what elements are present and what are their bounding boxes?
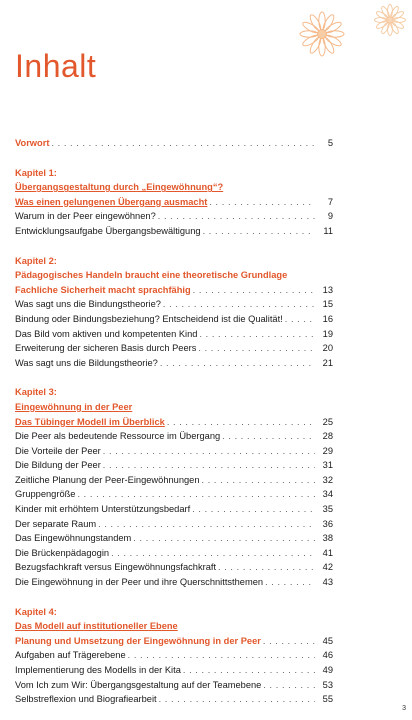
toc-entry[interactable]: Die Brückenpädagogin . . . 41 — [15, 546, 333, 561]
chapter-3-title: Eingewöhnung in der Peer — [15, 401, 133, 412]
table-of-contents — [15, 136, 333, 707]
toc-entry[interactable]: Planung und Umsetzung der Eingewöhnung in der Peer . . . 45 — [15, 634, 333, 649]
toc-entry[interactable]: Was sagt uns die Bildungstheorie? . . . 21 — [15, 356, 333, 371]
chapter-3-label: Kapitel 3: — [15, 387, 57, 398]
toc-entry[interactable]: Selbstreflexion und Biografiearbeit . . . 55 — [15, 692, 333, 707]
chapter-1-label: Kapitel 1: — [15, 167, 57, 178]
toc-entry[interactable]: Das Bild vom aktiven und kompetenten Kind . . . 19 — [15, 327, 333, 342]
toc-entry[interactable]: Zeitliche Planung der Peer-Eingewöhnungen . . . 32 — [15, 473, 333, 488]
toc-entry[interactable]: Aufgaben auf Trägerebene . . . 46 — [15, 648, 333, 663]
chapter-2-label: Kapitel 2: — [15, 255, 57, 266]
page-number: 3 — [402, 705, 406, 712]
toc-entry[interactable]: Die Bildung der Peer . . . 31 — [15, 458, 333, 473]
chapter-4-title: Das Modell auf institutioneller Ebene — [15, 621, 178, 632]
page-title: Inhalt — [15, 48, 97, 84]
toc-entry-vorwort[interactable] — [15, 136, 333, 151]
toc-entry[interactable]: Das Eingewöhnungstandem . . . 38 — [15, 531, 333, 546]
chapter-4-label: Kapitel 4: — [15, 606, 57, 617]
toc-entry-title: Vorwort — [15, 138, 50, 148]
toc-entry[interactable]: Warum in der Peer eingewöhnen? . . . 9 — [15, 209, 333, 224]
toc-entry[interactable]: Entwicklungsaufgabe Übergangsbewältigung . . . 11 — [15, 224, 333, 239]
toc-entry[interactable]: Fachliche Sicherheit macht sprachfähig . . . 13 — [15, 283, 333, 298]
toc-entry[interactable]: Bindung oder Bindungsbeziehung? Entscheidend ist die Qualität! . . . 16 — [15, 312, 333, 327]
toc-entry[interactable]: Das Tübinger Modell im Überblick . . . 25 — [15, 415, 333, 430]
toc-entry-page: 5 — [327, 138, 333, 148]
toc-entry[interactable]: Implementierung des Modells in der Kita . . . 49 — [15, 663, 333, 678]
flower-decoration — [282, 0, 412, 70]
toc-entry[interactable]: Gruppengröße . . . 34 — [15, 487, 333, 502]
toc-entry[interactable]: Die Vorteile der Peer . . . 29 — [15, 444, 333, 459]
toc-entry[interactable]: Die Peer als bedeutende Ressource im Übergang . . . 28 — [15, 429, 333, 444]
toc-entry[interactable]: Bezugsfachkraft versus Eingewöhnungsfachkraft . . . 42 — [15, 560, 333, 575]
toc-entry[interactable]: Was sagt uns die Bindungstheorie? . . . 15 — [15, 297, 333, 312]
chapter-2-title: Pädagogisches Handeln braucht eine theoretische Grundlage — [15, 270, 288, 281]
toc-entry[interactable]: Die Eingewöhnung in der Peer und ihre Querschnittsthemen . . . 43 — [15, 575, 333, 590]
toc-entry[interactable]: Was einen gelungenen Übergang ausmacht . . . 7 — [15, 195, 333, 210]
toc-entry[interactable]: Der separate Raum . . . 36 — [15, 517, 333, 532]
toc-entry[interactable]: Vom Ich zum Wir: Übergangsgestaltung auf der Teamebene . . . 53 — [15, 678, 333, 693]
chapter-1-title: Übergangsgestaltung durch „Eingewöhnung“? — [15, 182, 224, 193]
toc-entry[interactable]: Kinder mit erhöhtem Unterstützungsbedarf . . . 35 — [15, 502, 333, 517]
toc-entry[interactable]: Erweiterung der sicheren Basis durch Peers . . . 20 — [15, 341, 333, 356]
